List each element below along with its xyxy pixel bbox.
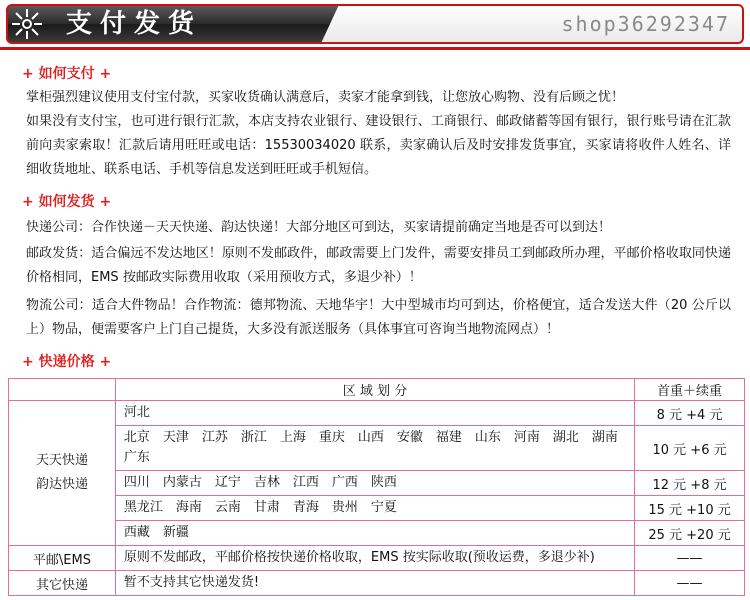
carrier-main-cell <box>9 401 116 546</box>
payment-line-2: 如果没有支付宝，也可进行银行汇款，本店支持农业银行、建设银行、工商银行、邮政储蓄等国有银行，银行账号请在汇款前向卖家索取！汇款后请用旺旺或电话：15530034020 联系，卖家确认后及时安排发货事宜，买家请将收件人姓名、详细收货地址、联系电话、手机等信息发送到旺旺或手机短信。 <box>26 114 731 177</box>
header-banner <box>0 0 750 50</box>
other-price-cell: —— <box>635 571 745 596</box>
table-header-region: 区 域 划 分 <box>115 379 634 401</box>
payment-heading-text: 如何支付 <box>38 66 95 82</box>
region-cell: 黑龙江 海南 云南 甘肃 青海 贵州 宁夏 <box>115 496 634 521</box>
shipping-heading <box>22 192 111 212</box>
post-label-cell: 平邮\EMS <box>9 546 116 571</box>
price-cell: 10 元 +6 元 <box>635 426 745 471</box>
table-row <box>9 496 745 521</box>
shipping-logistics: 物流公司：适合大件物品！合作物流：德邦物流、天地华宇！大中型城市均可到达，价格便宜，适合发送大件（20 公斤以上）物品，便需要客户上门自己提货，大多没有派送服务（具体事宜可咨询当地物流网点）！ <box>26 298 731 337</box>
price-cell: 12 元 +8 元 <box>635 471 745 496</box>
shop-id: shop36292347 <box>561 12 730 36</box>
table-row <box>9 471 745 496</box>
region-cell: 河北 <box>115 401 634 426</box>
region-cell: 四川 内蒙古 辽宁 吉林 江西 广西 陕西 <box>115 471 634 496</box>
price-cell: 8 元 +4 元 <box>635 401 745 426</box>
other-desc-cell: 暂不支持其它快递发货! <box>115 571 634 596</box>
plus-icon: + <box>22 66 34 82</box>
shipping-express: 快递公司：合作快递－天天快递、韵达快递！大部分地区可到达，买家请提前确定当地是否可以到达！ <box>26 220 612 235</box>
table-row <box>9 426 745 471</box>
post-price-cell: —— <box>635 546 745 571</box>
shipping-heading-text: 如何发货 <box>38 194 95 210</box>
payment-line-1: 掌柜强烈建议使用支付宝付款，买家收货确认满意后，卖家才能拿到钱，让您放心购物、没有后顾之忧！ <box>26 90 625 105</box>
shipping-post: 邮政发货：适合偏远不发达地区！原则不发邮政件，邮政需要上门发件，需要安排员工到邮政所办理，平邮价格收取同快递价格相同，EMS 按邮政实际费用收取（采用预收方式，多退少补）！ <box>26 246 731 285</box>
other-label-cell: 其它快递 <box>9 571 116 596</box>
pricing-heading <box>22 352 111 372</box>
page-title: 支付发货 <box>66 9 203 39</box>
post-desc-cell: 原则不发邮政，平邮价格按快递价格收取，EMS 按实际收取(预收运费，多退少补) <box>115 546 634 571</box>
table-header-row <box>9 379 745 401</box>
carrier-name: 韵达快递 <box>35 477 88 492</box>
carrier-name: 天天快递 <box>35 453 88 468</box>
snowflake-icon <box>10 7 44 41</box>
plus-icon: + <box>99 66 112 82</box>
plus-icon: + <box>22 354 34 370</box>
region-cell: 北京 天津 江苏 浙江 上海 重庆 山西 安徽 福建 山东 河南 湖北 湖南 广东 <box>115 426 634 471</box>
price-cell: 25 元 +20 元 <box>635 521 745 546</box>
region-cell: 西藏 新疆 <box>115 521 634 546</box>
table-row <box>9 546 745 571</box>
table-row <box>9 521 745 546</box>
plus-icon: + <box>99 354 112 370</box>
table-header-price: 首重＋续重 <box>635 379 745 401</box>
table-header-carrier <box>9 379 116 401</box>
rate-table <box>8 378 745 596</box>
table-row <box>9 571 745 596</box>
payment-heading <box>22 64 111 84</box>
plus-icon: + <box>99 194 112 210</box>
pricing-heading-text: 快递价格 <box>38 354 95 370</box>
price-cell: 15 元 +10 元 <box>635 496 745 521</box>
plus-icon: + <box>22 194 34 210</box>
table-row <box>9 401 745 426</box>
